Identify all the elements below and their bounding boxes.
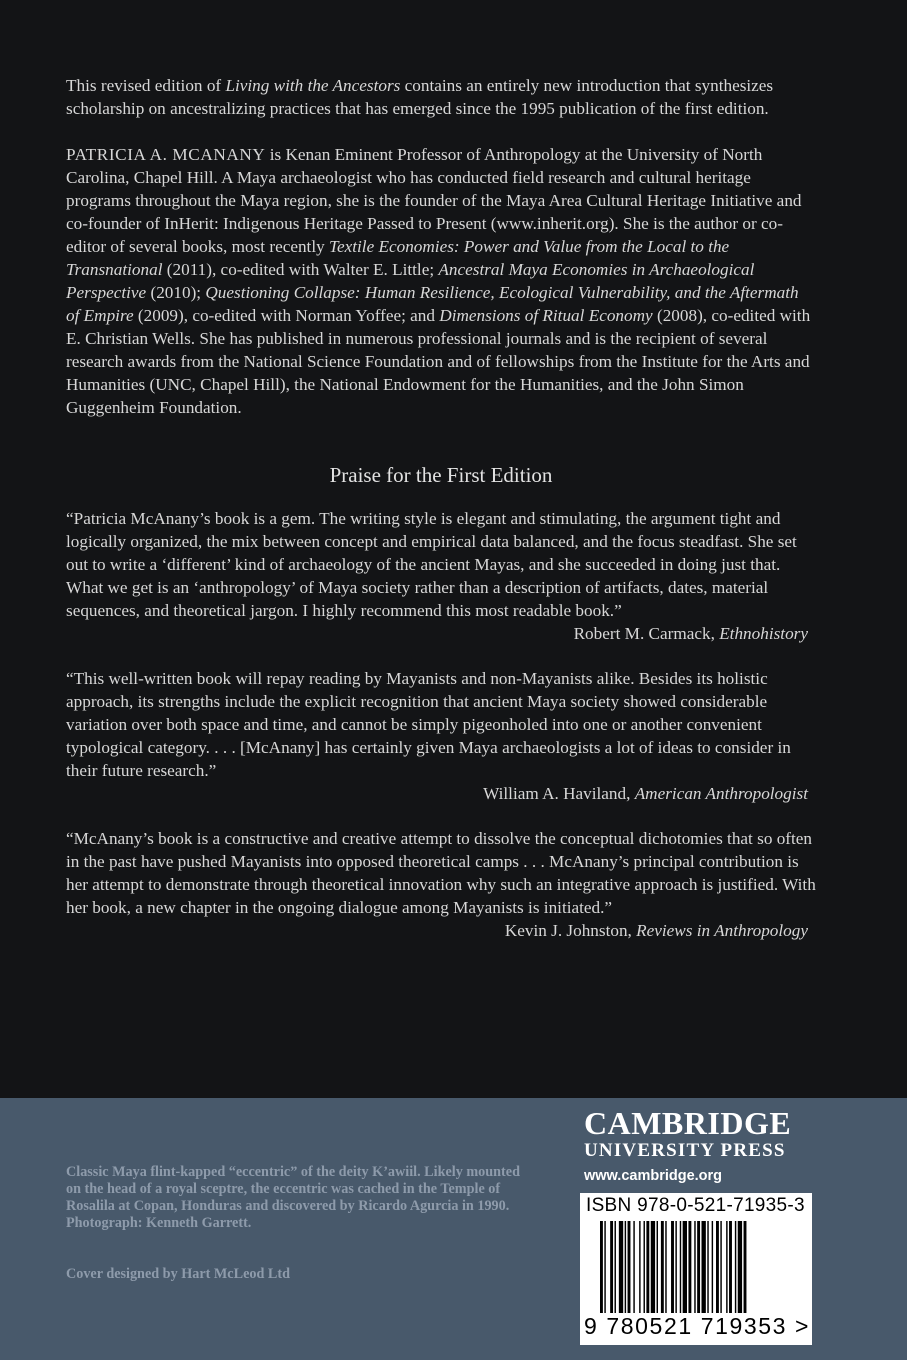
barcode-panel [580,1193,812,1345]
isbn-text: ISBN 978-0-521-71935-3 [586,1195,805,1216]
book-title: Questioning Collapse: Human Resilience, Ecological Vulnerability, and the Aftermath of Empire [66,283,799,325]
bio-text: is Kenan Eminent Professor of Anthropology at the University of North Carolina, Chapel Hill. A Maya archaeologist who has conducted field research and cultural heritage programs throughout the Maya region, she is the founder of the Maya Area Cultural Heritage Initiative and co-founder of InHerit: Indigenous Heritage Passed to Present (www.inherit.org). She is the author or co-editor of several books, most recently [66,145,802,256]
barcode-bar [661,1221,664,1313]
barcode-bar [716,1221,719,1313]
intro-text-end: contains an entirely new introduction that synthesizes scholarship on ancestralizing practices that has emerged since the 1995 publication of the first edition. [66,76,774,118]
publisher-name: CAMBRIDGE [584,1105,792,1141]
back-cover-text [66,74,816,964]
review-quote: “McAnany’s book is a constructive and creative attempt to dissolve the conceptual dichotomies that so often in the past have pushed Mayanists into opposed theoretical camps . . . McAnany’s principal contribution is her attempt to demonstrate through theoretical innovation why such an integrative approach is justified. With her book, a new chapter in the ongoing dialogue among Mayanists is initiated.” [66,829,816,917]
author-bio [66,143,816,419]
footer-band [0,1098,907,1360]
barcode-bar [639,1221,640,1313]
barcode-bar [675,1221,676,1313]
barcode-bar [610,1221,613,1313]
barcode-bar [744,1221,747,1313]
barcode-bar [720,1221,721,1313]
cover-design-credit: Cover designed by Hart McLeod Ltd [66,1266,290,1282]
barcode-bar [615,1221,616,1313]
barcode-bar [707,1221,708,1313]
barcode-bar [726,1221,727,1313]
barcode-bar [683,1221,687,1313]
intro-text: This revised edition of [66,76,226,95]
reviewer-name: Kevin J. Johnston, [504,921,637,940]
barcode-bar [644,1221,645,1313]
barcode-bar [680,1221,681,1313]
book-title: Living with the Ancestors [225,76,401,95]
publisher-press: UNIVERSITY PRESS [584,1140,786,1161]
barcode-number: 9 780521 719353 > [584,1313,811,1339]
barcode-bar [735,1221,736,1313]
review-source: American Anthropologist [634,784,808,803]
review-attribution [66,919,816,942]
book-title: Textile Economies: Power and Value from the Local to the Transnational [66,237,730,279]
reviewer-name: William A. Haviland, [483,784,635,803]
intro-paragraph [66,74,816,120]
barcode-bar [619,1221,623,1313]
reviewer-name: Robert M. Carmack, [573,624,720,643]
praise-heading: Praise for the First Edition [329,463,553,487]
bio-text: (2010); [146,283,206,302]
barcode [600,1221,800,1313]
barcode-bar [600,1221,603,1313]
author-name: PATRICIA A. MCANANY [66,145,266,164]
publisher-logo [584,1106,810,1184]
bio-text: (2009), co-edited with Norman Yoffee; and [133,306,440,325]
cover-image-caption: Classic Maya flint-kapped “eccentric” of the deity K’awiil. Likely mounted on the head of a royal sceptre, the eccentric was cached in the Temple of Rosalila at Copan, Honduras and discovered by Ricardo Agurcia in 1990. Photograph: Kenneth Garrett. [66,1164,520,1231]
barcode-bar [625,1221,626,1313]
bio-text: (2008), co-edited with E. Christian Wells. She has published in numerous professional journals and is the recipient of several research awards from the National Science Foundation and of fellowships from the Institute for the Arts and Humanities (UNC, Chapel Hill), the National Endowment for the Humanities, and the John Simon Guggenheim Foundation. [66,306,811,417]
barcode-bar [688,1221,691,1313]
barcode-bar [697,1221,700,1313]
barcode-bar [671,1221,674,1313]
barcode-bar [657,1221,658,1313]
barcode-bar [738,1221,742,1313]
review-quote: “This well-written book will repay reading by Mayanists and non-Mayanists alike. Besides its holistic approach, its strengths include the explicit recognition that ancient Maya society showed considerable variation over both space and time, and cannot be simply pigeonholed into one or another convenient typological category. . . . [McAnany] has certainly given Maya archaeologists a lot of ideas to consider in their future research.” [66,669,791,780]
book-title: Dimensions of Ritual Economy [439,306,653,325]
barcode-bar [665,1221,666,1313]
barcode-bar [604,1221,605,1313]
book-title: Ancestral Maya Economies in Archaeological Perspective [66,260,755,302]
barcode-bar [646,1221,649,1313]
review-source: Reviews in Anthropology [636,921,808,940]
barcode-bar [702,1221,706,1313]
review-attribution [66,622,816,645]
barcode-bar [694,1221,695,1313]
barcode-bar [628,1221,631,1313]
publisher-url: www.cambridge.org [584,1168,723,1184]
barcode-bar [651,1221,655,1313]
review-attribution [66,782,816,805]
review-source: Ethnohistory [719,624,808,643]
bio-text: (2011), co-edited with Walter E. Little; [162,260,439,279]
barcode-bar [633,1221,634,1313]
review-quote: “Patricia McAnany’s book is a gem. The writing style is elegant and stimulating, the argument tight and logically organized, the mix between concept and empirical data balanced, and the focus steadfast. She set out to write a ‘different’ kind of archaeology of the ancient Mayas, and she succeeded in doing just that. What we get is an ‘anthropology’ of Maya society rather than a description of artifacts, dates, material sequences, and theoretical jargon. I highly recommend this most readable book.” [66,509,797,620]
barcode-bar [729,1221,732,1313]
barcode-bar [712,1221,713,1313]
